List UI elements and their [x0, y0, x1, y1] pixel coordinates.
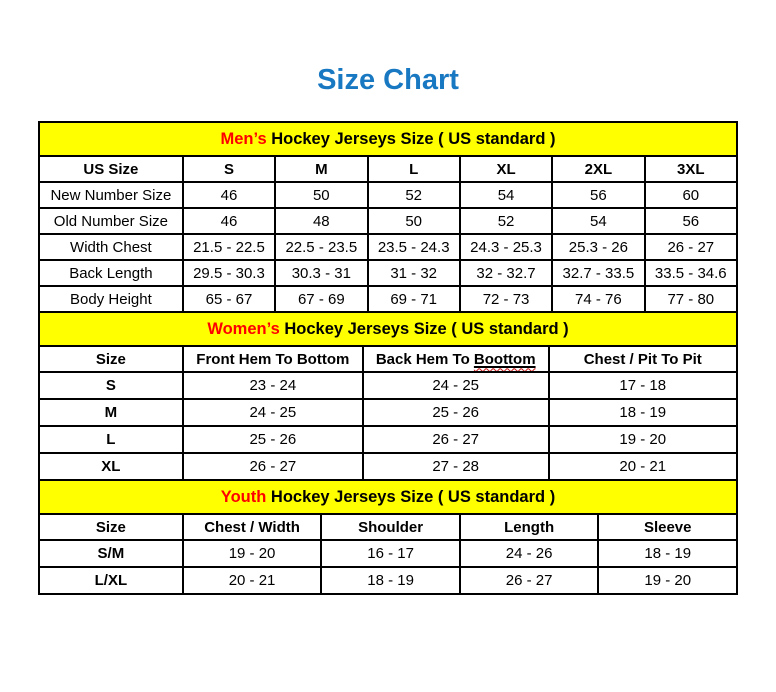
womens-section-title-row — [39, 312, 737, 346]
value-cell: 18 - 19 — [321, 567, 460, 594]
value-cell: 24 - 25 — [363, 372, 549, 399]
column-header-cell: Length — [460, 514, 599, 540]
value-cell: 74 - 76 — [552, 286, 644, 312]
value-cell: 46 — [183, 182, 275, 208]
value-cell: 30.3 - 31 — [275, 260, 367, 286]
column-header-cell: L — [368, 156, 460, 182]
value-cell: 19 - 20 — [549, 426, 737, 453]
column-header-cell: Front Hem To Bottom — [183, 346, 363, 372]
youth-size-table — [38, 479, 738, 595]
column-header-cell: 3XL — [645, 156, 737, 182]
value-cell: 23 - 24 — [183, 372, 363, 399]
womens-size-table — [38, 311, 738, 481]
misspelled-word: Boottom — [473, 350, 536, 368]
womens-section-title-rest: Hockey Jerseys Size ( US standard ) — [279, 319, 569, 338]
mens-section-title — [39, 122, 737, 156]
value-cell: 54 — [460, 182, 552, 208]
value-cell: 24 - 25 — [183, 399, 363, 426]
column-header-cell: US Size — [39, 156, 183, 182]
womens-column-header-row — [39, 346, 737, 372]
value-cell: 25.3 - 26 — [552, 234, 644, 260]
value-cell: 50 — [368, 208, 460, 234]
value-cell: 18 - 19 — [598, 540, 737, 567]
value-cell: 65 - 67 — [183, 286, 275, 312]
youth-section-title-highlight: Youth — [220, 487, 267, 506]
row-label-cell: Old Number Size — [39, 208, 183, 234]
youth-section-title-row — [39, 480, 737, 514]
value-cell: 19 - 20 — [183, 540, 322, 567]
value-cell: 50 — [275, 182, 367, 208]
value-cell: 19 - 20 — [598, 567, 737, 594]
row-label-cell: S/M — [39, 540, 183, 567]
womens-section-title-highlight: Women’s — [207, 319, 280, 338]
mens-section-title-rest: Hockey Jerseys Size ( US standard ) — [266, 129, 556, 148]
table-row — [39, 426, 737, 453]
value-cell: 25 - 26 — [183, 426, 363, 453]
youth-section-title — [39, 480, 737, 514]
value-cell: 56 — [645, 208, 737, 234]
table-row — [39, 234, 737, 260]
size-chart-container — [38, 121, 738, 595]
value-cell: 21.5 - 22.5 — [183, 234, 275, 260]
value-cell: 20 - 21 — [183, 567, 322, 594]
table-row — [39, 453, 737, 480]
table-row — [39, 260, 737, 286]
column-header-cell: Chest / Width — [183, 514, 322, 540]
value-cell: 23.5 - 24.3 — [368, 234, 460, 260]
value-cell: 46 — [183, 208, 275, 234]
value-cell: 54 — [552, 208, 644, 234]
table-row — [39, 399, 737, 426]
column-header-cell: S — [183, 156, 275, 182]
column-header-cell: Back Hem To Boottom — [363, 346, 549, 372]
table-row — [39, 208, 737, 234]
value-cell: 69 - 71 — [368, 286, 460, 312]
column-header-cell: 2XL — [552, 156, 644, 182]
value-cell: 26 - 27 — [460, 567, 599, 594]
value-cell: 16 - 17 — [321, 540, 460, 567]
value-cell: 52 — [368, 182, 460, 208]
value-cell: 52 — [460, 208, 552, 234]
column-header-cell: Size — [39, 514, 183, 540]
value-cell: 67 - 69 — [275, 286, 367, 312]
value-cell: 77 - 80 — [645, 286, 737, 312]
value-cell: 48 — [275, 208, 367, 234]
table-row — [39, 286, 737, 312]
mens-section-title-row — [39, 122, 737, 156]
column-header-cell: Size — [39, 346, 183, 372]
value-cell: 26 - 27 — [363, 426, 549, 453]
row-label-cell: M — [39, 399, 183, 426]
value-cell: 32.7 - 33.5 — [552, 260, 644, 286]
column-header-cell: Shoulder — [321, 514, 460, 540]
value-cell: 26 - 27 — [183, 453, 363, 480]
table-row — [39, 182, 737, 208]
value-cell: 31 - 32 — [368, 260, 460, 286]
value-cell: 27 - 28 — [363, 453, 549, 480]
row-label-cell: XL — [39, 453, 183, 480]
value-cell: 29.5 - 30.3 — [183, 260, 275, 286]
value-cell: 24.3 - 25.3 — [460, 234, 552, 260]
value-cell: 20 - 21 — [549, 453, 737, 480]
table-row — [39, 540, 737, 567]
value-cell: 56 — [552, 182, 644, 208]
value-cell: 26 - 27 — [645, 234, 737, 260]
value-cell: 60 — [645, 182, 737, 208]
youth-column-header-row — [39, 514, 737, 540]
value-cell: 33.5 - 34.6 — [645, 260, 737, 286]
womens-section-title — [39, 312, 737, 346]
row-label-cell: Body Height — [39, 286, 183, 312]
row-label-cell: New Number Size — [39, 182, 183, 208]
mens-column-header-row — [39, 156, 737, 182]
value-cell: 25 - 26 — [363, 399, 549, 426]
youth-section-title-rest: Hockey Jerseys Size ( US standard ) — [266, 487, 556, 506]
value-cell: 24 - 26 — [460, 540, 599, 567]
column-header-cell: Chest / Pit To Pit — [549, 346, 737, 372]
value-cell: 72 - 73 — [460, 286, 552, 312]
mens-section-title-highlight: Men’s — [220, 129, 267, 148]
value-cell: 18 - 19 — [549, 399, 737, 426]
value-cell: 32 - 32.7 — [460, 260, 552, 286]
table-row — [39, 372, 737, 399]
row-label-cell: L — [39, 426, 183, 453]
row-label-cell: Width Chest — [39, 234, 183, 260]
column-header-cell: M — [275, 156, 367, 182]
value-cell: 17 - 18 — [549, 372, 737, 399]
column-header-cell: XL — [460, 156, 552, 182]
row-label-cell: L/XL — [39, 567, 183, 594]
column-header-cell: Sleeve — [598, 514, 737, 540]
page-title: Size Chart — [317, 64, 459, 96]
row-label-cell: Back Length — [39, 260, 183, 286]
value-cell: 22.5 - 23.5 — [275, 234, 367, 260]
table-row — [39, 567, 737, 594]
row-label-cell: S — [39, 372, 183, 399]
mens-size-table — [38, 121, 738, 313]
